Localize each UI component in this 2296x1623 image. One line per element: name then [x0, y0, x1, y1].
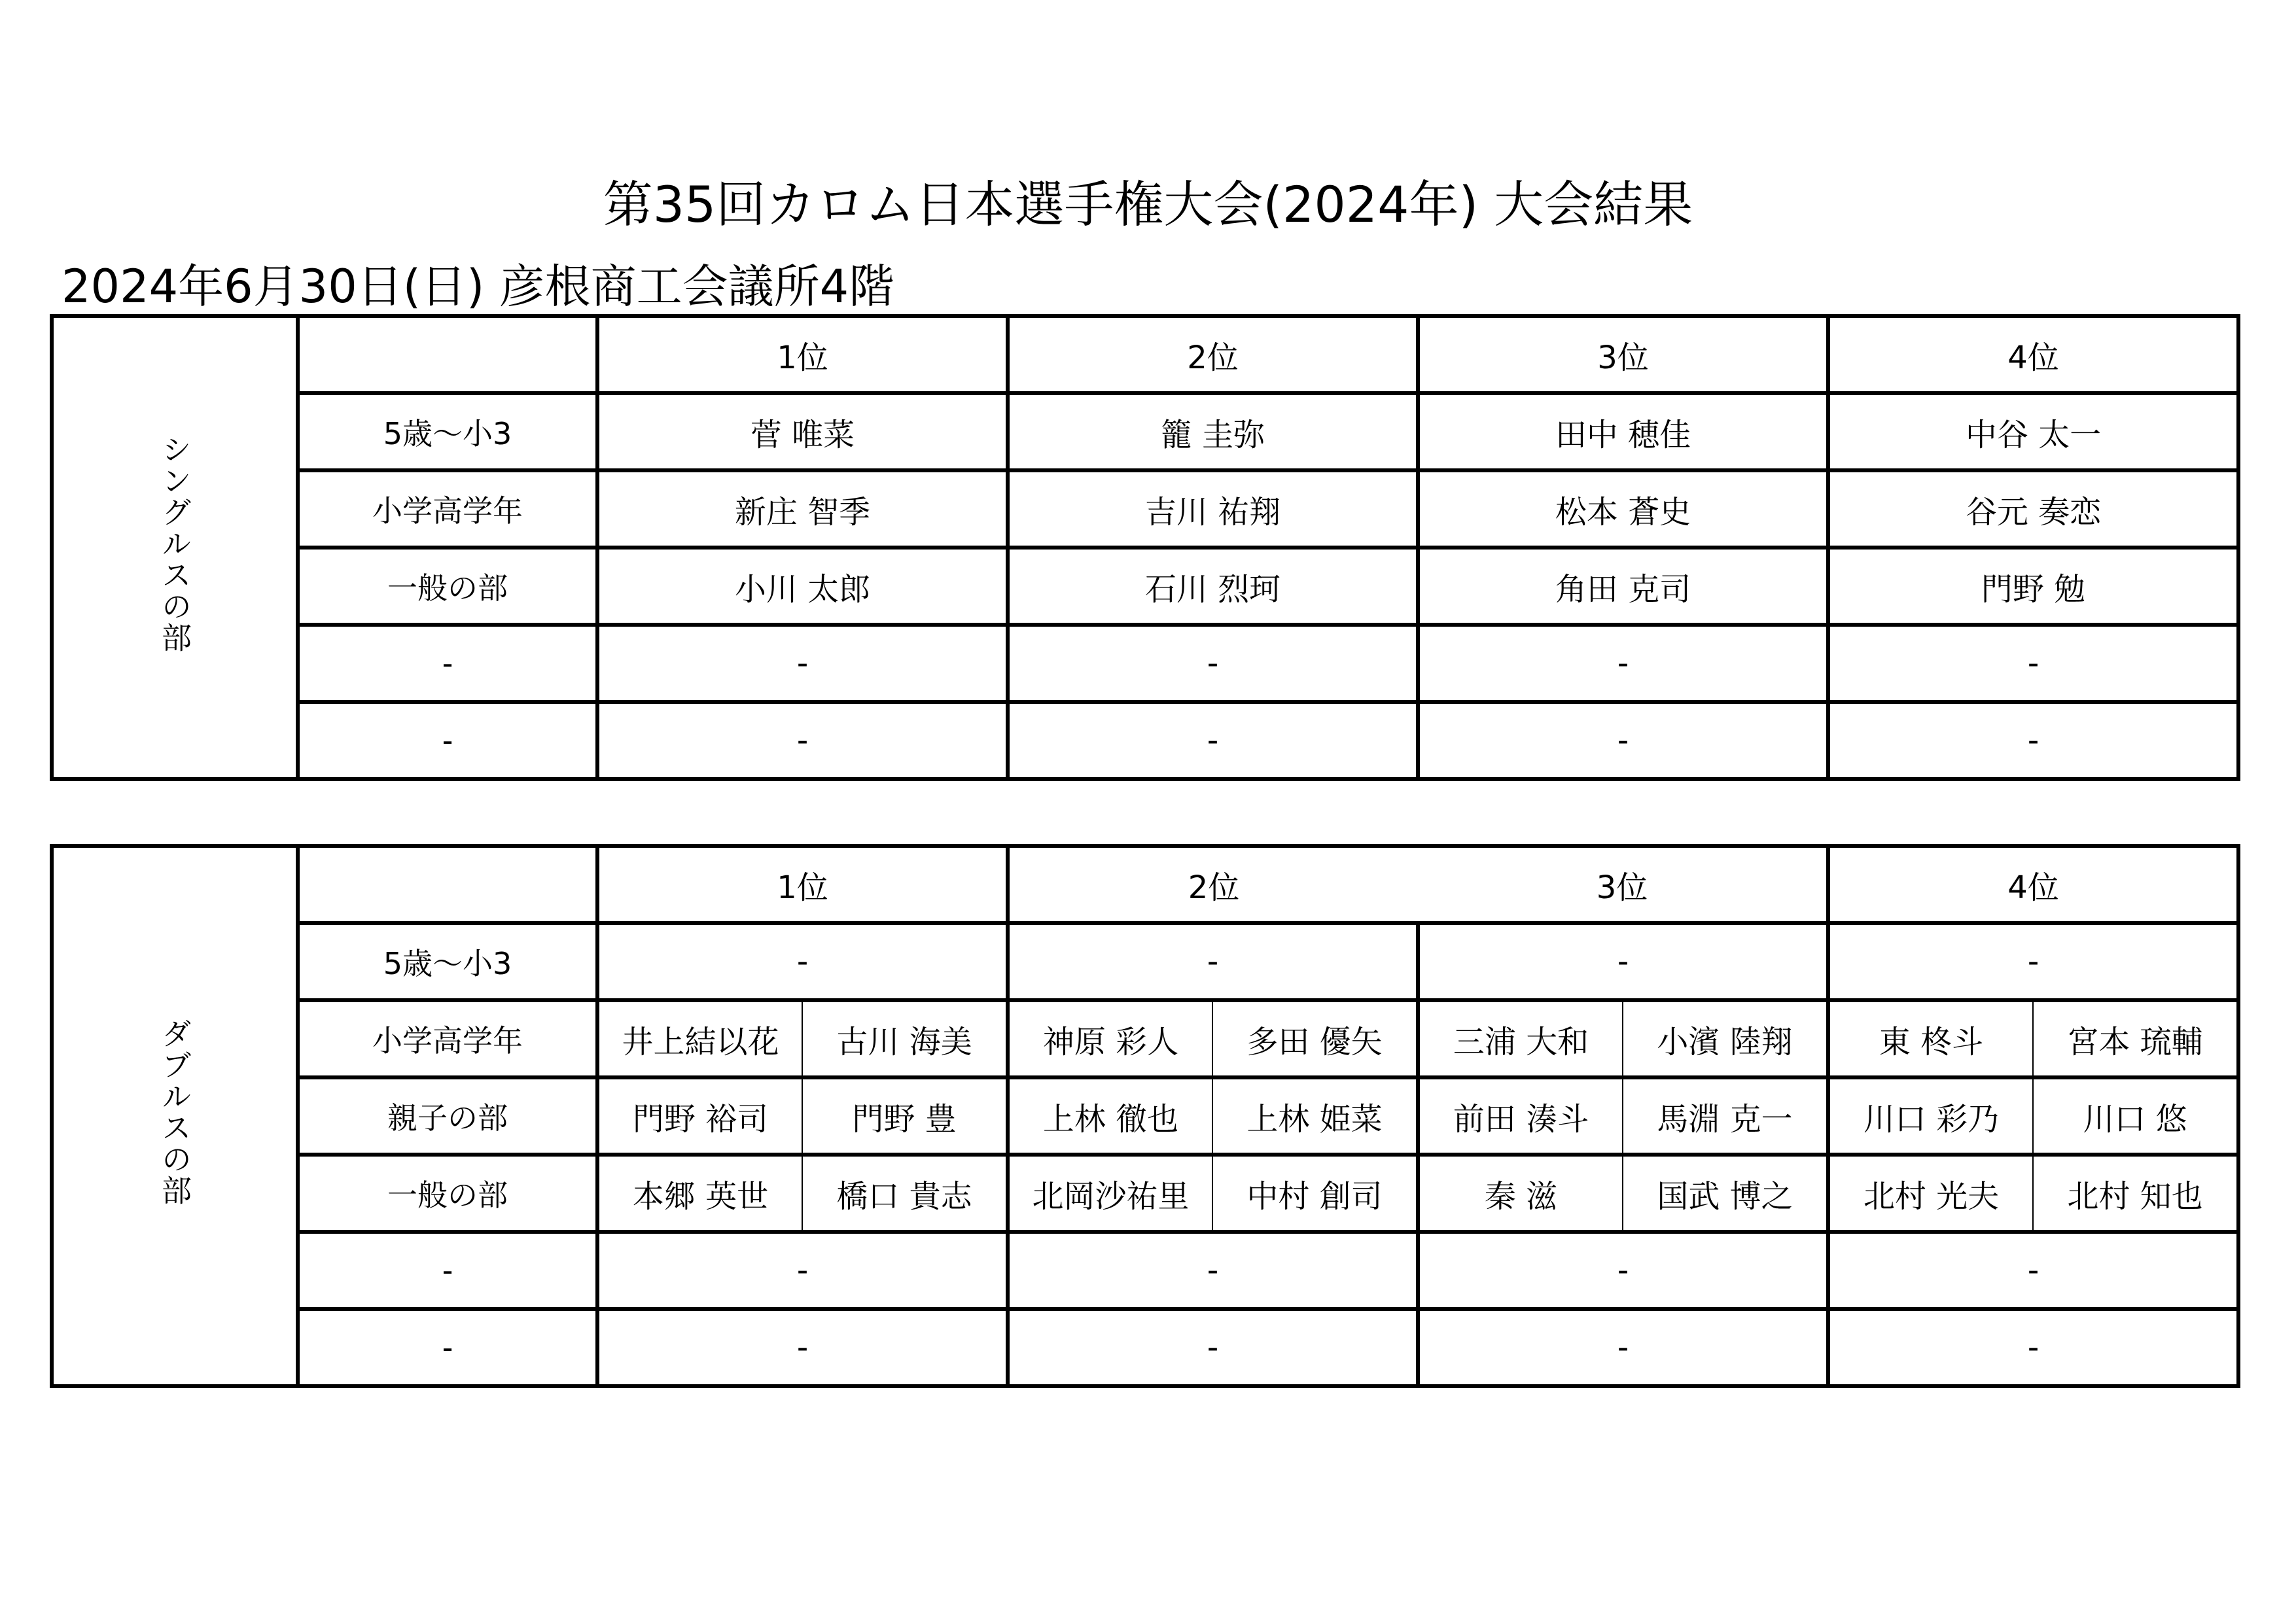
player-cell: 上林 姫菜 — [1212, 1077, 1418, 1155]
table-row — [52, 1155, 2238, 1232]
table-row — [52, 1232, 2238, 1309]
table-row — [52, 625, 2238, 702]
result-cell: 籠 圭弥 — [1008, 393, 1418, 470]
result-cell: 石川 烈珂 — [1008, 548, 1418, 625]
result-cell: - — [1008, 1232, 1418, 1309]
category-cell: 小学高学年 — [298, 470, 597, 548]
table-row — [52, 1000, 2238, 1077]
header-rank-4: 4位 — [1828, 846, 2238, 923]
header-rank-2: 2位 — [1008, 846, 1418, 923]
player-cell: 北村 光夫 — [1828, 1155, 2033, 1232]
result-cell: - — [1828, 702, 2238, 779]
result-cell: 中谷 太一 — [1828, 393, 2238, 470]
result-cell: - — [1828, 625, 2238, 702]
header-rank-1: 1位 — [597, 846, 1008, 923]
category-cell: 一般の部 — [298, 1155, 597, 1232]
table-row — [52, 1077, 2238, 1155]
player-cell: 門野 豊 — [802, 1077, 1008, 1155]
player-cell: 北村 知也 — [2033, 1155, 2238, 1232]
header-blank — [298, 846, 597, 923]
category-cell: - — [298, 1309, 597, 1386]
page-title: 第35回カロム日本選手権大会(2024年) 大会結果 — [603, 175, 1693, 234]
result-cell: - — [1418, 702, 1828, 779]
result-cell: 田中 穂佳 — [1418, 393, 1828, 470]
result-cell: - — [597, 702, 1008, 779]
result-cell: - — [1008, 923, 1418, 1000]
player-cell: 前田 湊斗 — [1418, 1077, 1623, 1155]
result-cell: 菅 唯菜 — [597, 393, 1008, 470]
player-cell: 宮本 琉輔 — [2033, 1000, 2238, 1077]
result-cell: 吉川 祐翔 — [1008, 470, 1418, 548]
category-cell: 5歳〜小3 — [298, 393, 597, 470]
player-cell: 古川 海美 — [802, 1000, 1008, 1077]
header-rank-1: 1位 — [597, 316, 1008, 393]
category-cell: 親子の部 — [298, 1077, 597, 1155]
doubles-results-table — [50, 844, 2240, 1388]
player-cell: 橋口 貴志 — [802, 1155, 1008, 1232]
category-cell: - — [298, 702, 597, 779]
result-cell: - — [1418, 1309, 1828, 1386]
player-cell: 本郷 英世 — [597, 1155, 802, 1232]
section-label-text: ダブルスの部 — [157, 1018, 192, 1206]
result-cell: - — [1828, 1309, 2238, 1386]
category-cell: 一般の部 — [298, 548, 597, 625]
event-date-venue: 2024年6月30日(日) 彦根商工会議所4階 — [62, 260, 895, 313]
player-cell: 川口 悠 — [2033, 1077, 2238, 1155]
table-row — [52, 548, 2238, 625]
category-cell: - — [298, 1232, 597, 1309]
doubles-section-label — [52, 846, 298, 1386]
singles-section-label — [52, 316, 298, 779]
result-cell: - — [597, 1309, 1008, 1386]
result-cell: - — [1828, 923, 2238, 1000]
section-label-text: シングルスの部 — [157, 434, 192, 654]
table-row — [52, 470, 2238, 548]
result-cell: - — [597, 625, 1008, 702]
result-cell: 谷元 奏恋 — [1828, 470, 2238, 548]
header-rank-2: 2位 — [1008, 316, 1418, 393]
player-cell: 神原 彩人 — [1008, 1000, 1212, 1077]
result-cell: - — [1828, 1232, 2238, 1309]
player-cell: 馬淵 克一 — [1623, 1077, 1828, 1155]
player-cell: 上林 徹也 — [1008, 1077, 1212, 1155]
result-cell: - — [1418, 1232, 1828, 1309]
result-cell: - — [1418, 625, 1828, 702]
singles-results-table — [50, 314, 2240, 781]
header-rank-3: 3位 — [1418, 316, 1828, 393]
result-cell: - — [597, 923, 1008, 1000]
result-cell: 門野 勉 — [1828, 548, 2238, 625]
result-cell: - — [1418, 923, 1828, 1000]
category-cell: 小学高学年 — [298, 1000, 597, 1077]
player-cell: 多田 優矢 — [1212, 1000, 1418, 1077]
table-row — [52, 316, 2238, 393]
player-cell: 東 柊斗 — [1828, 1000, 2033, 1077]
result-cell: - — [1008, 625, 1418, 702]
player-cell: 門野 裕司 — [597, 1077, 802, 1155]
player-cell: 井上結以花 — [597, 1000, 802, 1077]
result-cell: - — [1008, 1309, 1418, 1386]
result-cell: 小川 太郎 — [597, 548, 1008, 625]
player-cell: 北岡沙祐里 — [1008, 1155, 1212, 1232]
table-row — [52, 393, 2238, 470]
category-cell: 5歳〜小3 — [298, 923, 597, 1000]
player-cell: 川口 彩乃 — [1828, 1077, 2033, 1155]
category-cell: - — [298, 625, 597, 702]
result-cell: 新庄 智季 — [597, 470, 1008, 548]
table-row — [52, 702, 2238, 779]
result-cell: 角田 克司 — [1418, 548, 1828, 625]
header-blank — [298, 316, 597, 393]
player-cell: 国武 博之 — [1623, 1155, 1828, 1232]
table-row — [52, 923, 2238, 1000]
result-cell: 松本 蒼史 — [1418, 470, 1828, 548]
header-rank-4: 4位 — [1828, 316, 2238, 393]
table-row — [52, 1309, 2238, 1386]
table-row — [52, 846, 2238, 923]
header-rank-3: 3位 — [1418, 846, 1828, 923]
player-cell: 中村 創司 — [1212, 1155, 1418, 1232]
result-cell: - — [597, 1232, 1008, 1309]
player-cell: 三浦 大和 — [1418, 1000, 1623, 1077]
player-cell: 小濱 陸翔 — [1623, 1000, 1828, 1077]
player-cell: 秦 滋 — [1418, 1155, 1623, 1232]
result-cell: - — [1008, 702, 1418, 779]
